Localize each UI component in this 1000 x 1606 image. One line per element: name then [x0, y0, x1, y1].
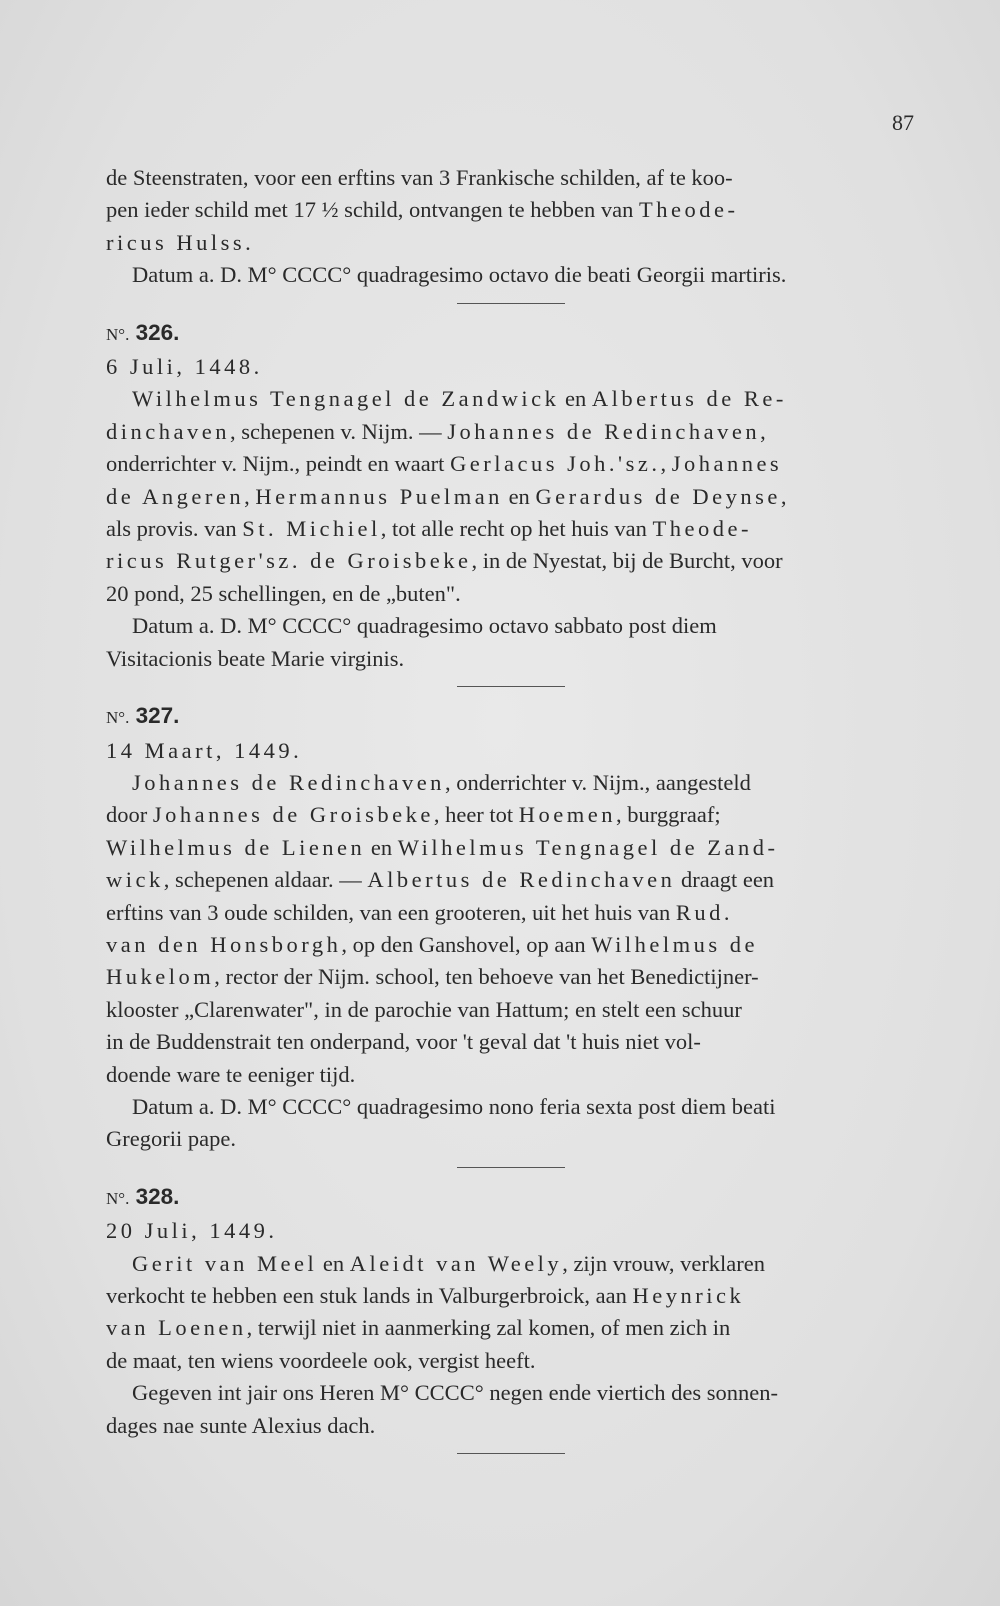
entry-date: 14 Maart, 1449.	[106, 737, 303, 763]
spaced-name: Wilhelmus Tengnagel de Zandwick	[132, 386, 560, 412]
intro-datum: Datum a. D. M° CCCC° quadragesimo octavo die beati Georgii martiris.	[132, 262, 787, 288]
entry-number-label: N°.	[106, 1188, 130, 1208]
text-run: , tot alle recht op het huis van	[380, 516, 653, 542]
text-run: de maat, ten wiens voordeele ook, vergist heeft.	[106, 1347, 536, 1373]
text-run: draagt een	[675, 867, 775, 893]
text-run: in de Buddenstrait ten onderpand, voor 't geval dat 't huis niet vol-	[106, 1029, 701, 1055]
text-run: , rector der Nijm. school, ten behoeve van het Benedictijner-	[214, 964, 759, 990]
entry-date: 20 Juli, 1449.	[106, 1218, 278, 1244]
entry-text-line	[106, 383, 916, 415]
spaced-name: van den Honsborgh	[106, 931, 342, 957]
text-run: 20 pond, 25 schellingen, en de „buten".	[106, 580, 461, 606]
spaced-name: Wilhelmus de	[591, 931, 758, 957]
text-run: verkocht te hebben een stuk lands in Valburgerbroick, aan	[106, 1283, 633, 1308]
text-run: , in de Nyestat, bij de Burcht, voor	[471, 548, 783, 574]
entry-datum-line: Datum a. D. M° CCCC° quadragesimo octavo sabbato post diem	[132, 613, 717, 639]
spaced-name: Hoemen	[518, 802, 617, 828]
entry-date: 6 Juli, 1448.	[106, 354, 263, 380]
text-run: , op den Ganshovel, op aan	[341, 931, 592, 957]
spaced-name: Albertus de Redinchaven	[367, 867, 676, 893]
intro-line-2-text: pen ieder schild met 17 ½ schild, ontvangen te hebben van	[106, 197, 639, 223]
spaced-name: Gerit van Meel	[132, 1250, 318, 1276]
entry-text-line	[106, 1280, 916, 1312]
text-run: ,	[660, 451, 672, 477]
entry-number	[106, 317, 916, 351]
spaced-name: Hukelom	[106, 964, 215, 990]
intro-line-3	[106, 227, 916, 259]
text-run: , schepenen v. Nijm. —	[229, 418, 448, 444]
entry-number	[106, 1181, 916, 1215]
entry-text-line	[106, 864, 916, 896]
spaced-name: Wilhelmus de Lienen	[106, 834, 366, 860]
intro-name-part-1: Theode-	[638, 197, 739, 223]
entry-text-line	[106, 545, 916, 577]
spaced-name: Aleidt van Weely	[349, 1250, 563, 1276]
text-run: en	[317, 1250, 350, 1276]
entry-number-value: 328.	[129, 1183, 180, 1209]
entry-datum-line: Visitacionis beate Marie virginis.	[106, 645, 405, 671]
entry-datum-line: Gegeven int jair ons Heren M° CCCC° negen ende viertich des sonnen-	[132, 1380, 778, 1406]
entry-text-line	[106, 1312, 916, 1344]
spaced-name: de Angeren	[106, 483, 245, 509]
charter-entry	[106, 317, 916, 675]
spaced-name: Albertus de Re-	[591, 386, 787, 412]
entry-text-line	[106, 961, 916, 993]
text-run: door	[106, 802, 153, 828]
spaced-name: van Loenen	[106, 1315, 247, 1341]
spaced-name: Hermannus Puelman	[255, 483, 503, 509]
section-rule	[457, 303, 565, 304]
text-run: , schepenen aldaar. —	[163, 867, 368, 893]
entry-text-line	[106, 578, 916, 610]
entry-text-line	[106, 832, 916, 864]
intro-line-1: de Steenstraten, voor een erftins van 3 Frankische schilden, af te koo-	[106, 165, 733, 190]
text-run: als provis. van	[106, 516, 243, 542]
section-rule	[457, 1167, 565, 1168]
text-run: en	[365, 834, 398, 860]
entry-number-value: 327.	[129, 703, 180, 729]
spaced-name: Johannes de Redinchaven	[132, 769, 445, 795]
spaced-name: Johannes	[671, 451, 783, 477]
entry-datum-line: dages nae sunte Alexius dach.	[106, 1412, 376, 1438]
entry-text-line	[106, 448, 916, 480]
entry-text-line	[106, 767, 916, 799]
entry-text-line	[106, 994, 916, 1026]
entry-text-line	[106, 1059, 916, 1091]
entry-number	[106, 700, 916, 734]
page-content	[106, 162, 916, 1467]
entry-text-line	[106, 897, 916, 929]
text-run: en	[502, 483, 536, 509]
spaced-name: Johannes de Groisbeke	[152, 802, 434, 828]
spaced-name: Theode-	[652, 516, 753, 542]
entry-text-line	[106, 929, 916, 961]
spaced-name: ricus Rutger'sz. de Groisbeke	[106, 548, 472, 574]
text-run: klooster „Clarenwater", in de parochie van Hattum; en stelt een schuur	[106, 996, 742, 1022]
charter-entry	[106, 1181, 916, 1442]
spaced-name: Heynrick	[632, 1283, 745, 1308]
text-run: ,	[244, 483, 256, 509]
entry-text-line	[106, 513, 916, 545]
spaced-name: wick	[106, 867, 164, 893]
text-run: onderrichter v. Nijm., peindt en waart	[106, 451, 451, 477]
spaced-name: St. Michiel	[242, 516, 381, 542]
text-run: , zijn vrouw, verklaren	[562, 1250, 766, 1276]
entry-number-label: N°.	[106, 324, 130, 344]
entry-text-line	[106, 481, 916, 513]
text-run: erftins van 3 oude schilden, van een grooteren, uit het huis van	[106, 899, 676, 925]
entry-number-label: N°.	[106, 708, 130, 728]
entry-datum-line: Datum a. D. M° CCCC° quadragesimo nono feria sexta post diem beati	[132, 1093, 776, 1119]
spaced-name: Gerlacus Joh.'sz.	[450, 451, 661, 477]
entry-datum-line: Gregorii pape.	[106, 1126, 236, 1152]
page-number: 87	[892, 110, 914, 135]
text-run: , heer tot	[433, 802, 519, 828]
intro-block	[106, 162, 916, 292]
entry-number-value: 326.	[129, 319, 180, 345]
spaced-name: Rud.	[675, 899, 733, 925]
entry-text-line	[106, 416, 916, 448]
text-run: , burggraaf;	[616, 802, 721, 828]
entry-text-line	[106, 1248, 916, 1280]
text-run: , onderrichter v. Nijm., aangesteld	[444, 769, 751, 795]
entry-text-line	[106, 1026, 916, 1058]
spaced-name: Gerardus de Deynse,	[535, 483, 790, 509]
intro-name-part-2: ricus Hulss.	[106, 229, 255, 255]
entry-text-line	[106, 1345, 916, 1377]
text-run: , terwijl niet in aanmerking zal komen, of men zich in	[246, 1315, 731, 1341]
spaced-name: Wilhelmus Tengnagel de Zand-	[397, 834, 779, 860]
text-run: doende ware te eeniger tijd.	[106, 1061, 356, 1087]
intro-line-2	[106, 194, 916, 226]
entry-text-line	[106, 799, 916, 831]
closing-rule	[457, 1453, 565, 1454]
entries-list	[106, 303, 916, 1454]
text-run: en	[559, 386, 592, 412]
section-rule	[457, 686, 565, 687]
charter-entry	[106, 700, 916, 1156]
spaced-name: Johannes de Redinchaven,	[447, 418, 770, 444]
spaced-name: dinchaven	[106, 418, 230, 444]
